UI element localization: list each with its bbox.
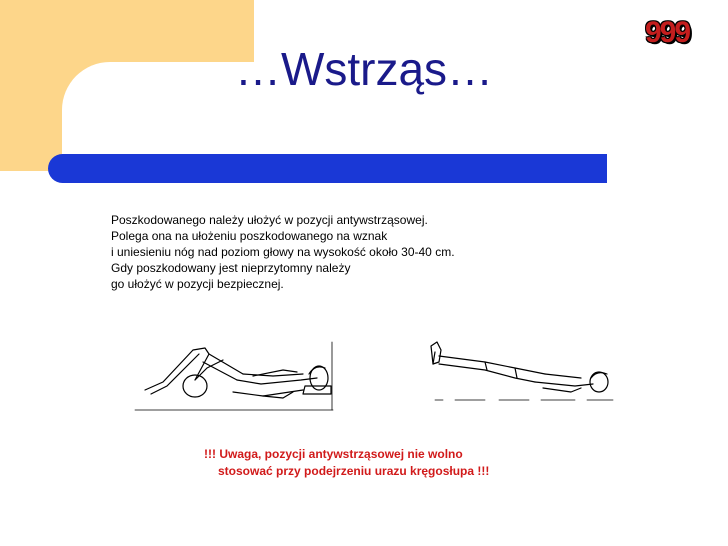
paragraph-line: Polega ona na ułożeniu poszkodowanego na wznak: [111, 229, 388, 243]
paragraph-line: Gdy poszkodowany jest nieprzytomny należy: [111, 261, 351, 275]
shock-position-bent-knees-illustration: [133, 340, 335, 412]
shock-position-raised-legs-illustration: [425, 338, 617, 404]
page-title: …Wstrząs…: [234, 43, 494, 95]
emergency-number-badge: 999: [645, 16, 690, 49]
warning-line: stosować przy podejrzeniu urazu kręgosłupa !!!: [218, 464, 490, 478]
warning-line: !!! Uwaga, pozycji antywstrząsowej nie wolno: [204, 447, 463, 461]
spine-injury-warning: [204, 446, 489, 480]
decorative-title-bar: [48, 154, 607, 183]
paragraph-line: go ułożyć w pozycji bezpiecznej.: [111, 277, 284, 291]
paragraph-line: Poszkodowanego należy ułożyć w pozycji antywstrząsowej.: [111, 213, 428, 227]
paragraph-line: i uniesieniu nóg nad poziom głowy na wysokość około 30-40 cm.: [111, 245, 455, 259]
instruction-paragraph: [111, 212, 631, 292]
